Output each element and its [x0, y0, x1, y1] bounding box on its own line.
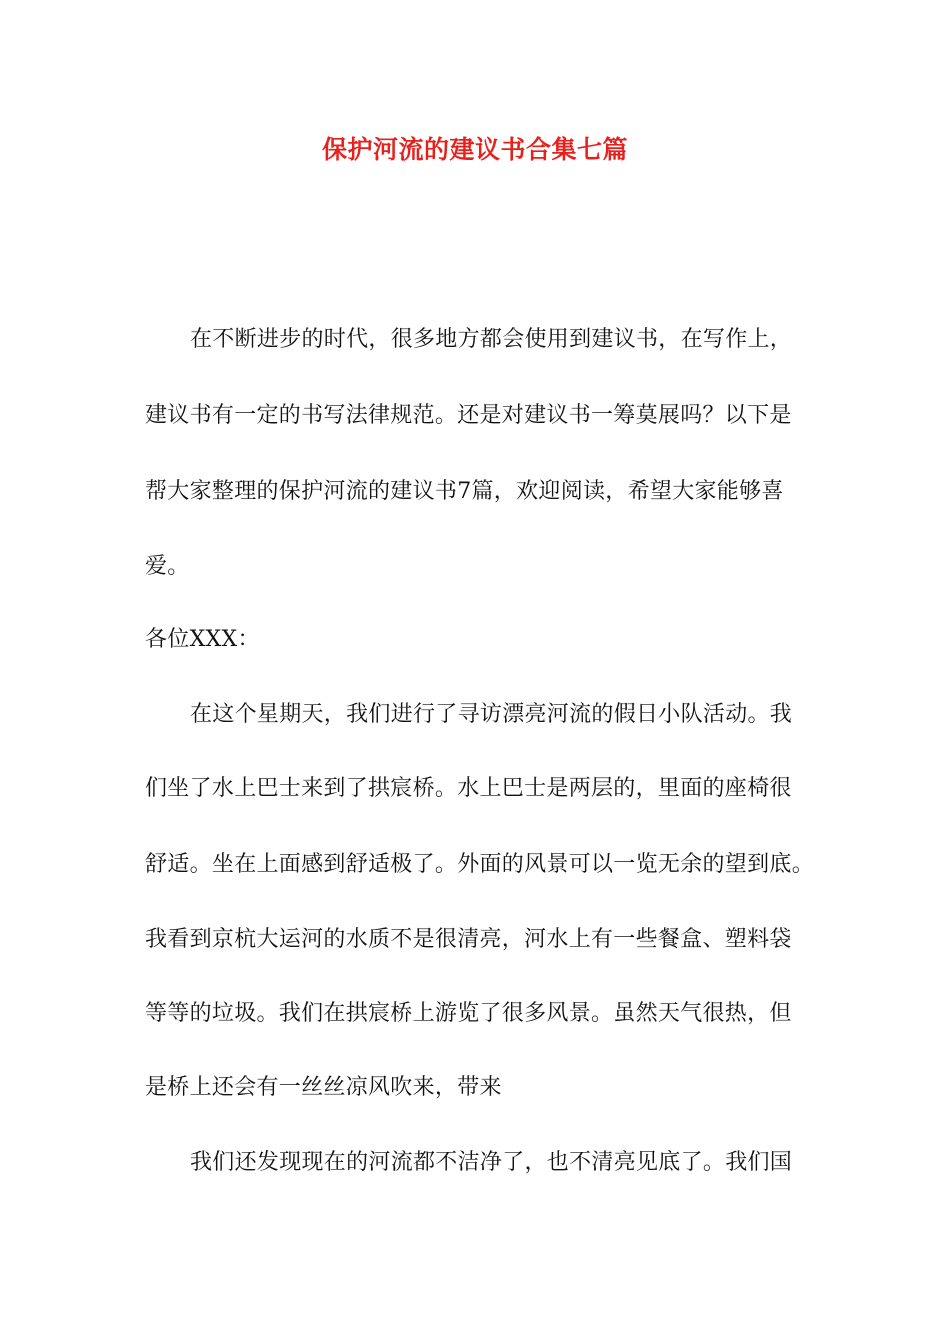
intro-line-2: 建议书有一定的书写法律规范。还是对建议书一筹莫展吗？以下是: [145, 403, 792, 428]
intro-line-3: 帮大家整理的保护河流的建议书7篇，欢迎阅读，希望大家能够喜: [145, 479, 784, 504]
body-line-7: 我们还发现现在的河流都不洁净了，也不清亮见底了。我们国: [190, 1150, 793, 1175]
salutation: 各位XXX：: [145, 627, 260, 652]
intro-line-4: 爱。: [145, 554, 190, 579]
body-line-3: 舒适。坐在上面感到舒适极了。外面的风景可以一览无余的望到底。: [145, 852, 815, 877]
document-title: 保护河流的建议书合集七篇: [321, 135, 628, 164]
body-line-1: 在这个星期天，我们进行了寻访漂亮河流的假日小队活动。我: [190, 702, 793, 727]
body-line-2: 们坐了水上巴士来到了拱宸桥。水上巴士是两层的，里面的座椅很: [145, 776, 792, 801]
body-line-6: 是桥上还会有一丝丝凉风吹来，带来: [145, 1075, 502, 1100]
body-line-4: 我看到京杭大运河的水质不是很清亮，河水上有一些餐盒、塑料袋: [145, 927, 792, 952]
body-line-5: 等等的垃圾。我们在拱宸桥上游览了很多风景。虽然天气很热，但: [145, 1001, 792, 1026]
intro-line-1: 在不断进步的时代，很多地方都会使用到建议书，在写作上，: [190, 327, 793, 352]
